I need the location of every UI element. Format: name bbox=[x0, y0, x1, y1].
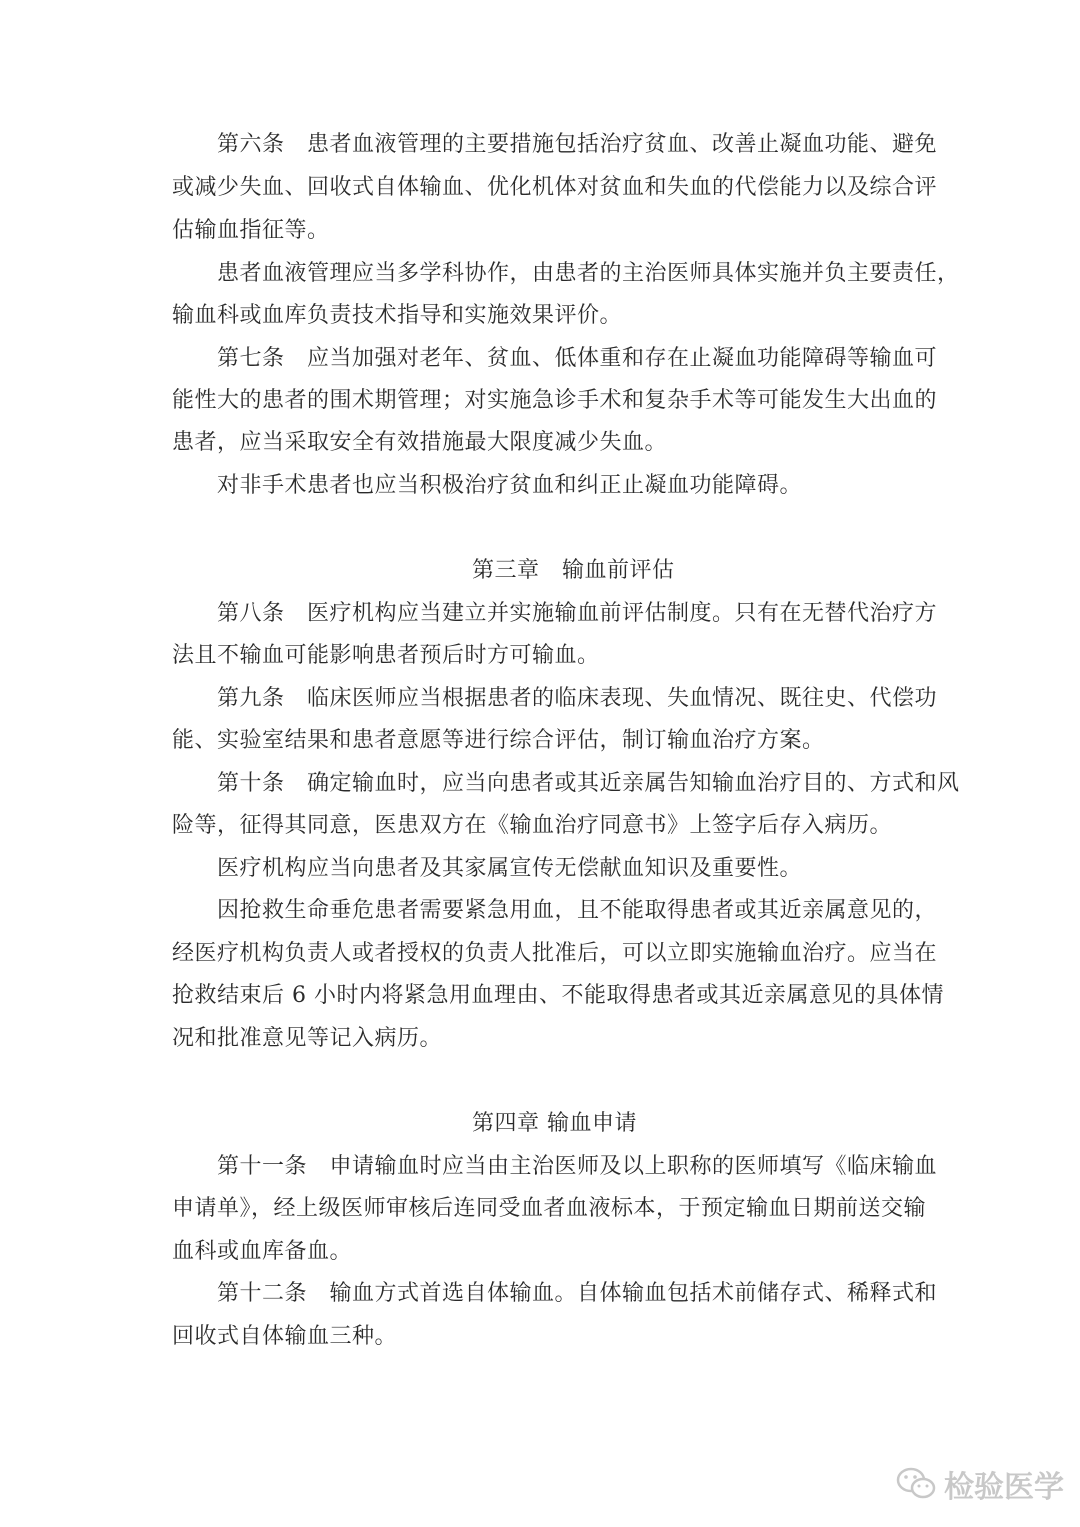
text-line: 估输血指征等。 bbox=[172, 218, 330, 243]
text-line: 第十条 确定输血时，应当向患者或其近亲属告知输血治疗目的、方式和风 bbox=[217, 771, 960, 796]
text-line: 医疗机构应当向患者及其家属宣传无偿献血知识及重要性。 bbox=[217, 856, 803, 881]
text-line: 法且不输血可能影响患者预后时方可输血。 bbox=[172, 643, 600, 668]
text-line: 经医疗机构负责人或者授权的负责人批准后，可以立即实施输血治疗。应当在 bbox=[172, 941, 938, 966]
text-line: 能、实验室结果和患者意愿等进行综合评估，制订输血治疗方案。 bbox=[172, 728, 825, 753]
text-line: 因抢救生命垂危患者需要紧急用血，且不能取得患者或其近亲属意见的， bbox=[217, 898, 938, 923]
chapter-heading: 第四章 输血申请 bbox=[472, 1111, 637, 1136]
text-line: 第八条 医疗机构应当建立并实施输血前评估制度。只有在无替代治疗方 bbox=[217, 601, 938, 626]
text-line: 第七条 应当加强对老年、贫血、低体重和存在止凝血功能障碍等输血可 bbox=[217, 346, 938, 371]
text-line: 第九条 临床医师应当根据患者的临床表现、失血情况、既往史、代偿功 bbox=[217, 686, 938, 711]
chapter-heading: 第三章 输血前评估 bbox=[472, 558, 675, 583]
text-line: 第六条 患者血液管理的主要措施包括治疗贫血、改善止凝血功能、避免 bbox=[217, 132, 938, 157]
text-line: 患者血液管理应当多学科协作，由患者的主治医师具体实施并负主要责任， bbox=[217, 261, 960, 286]
text-line: 回收式自体输血三种。 bbox=[172, 1324, 398, 1349]
text-line: 输血科或血库负责技术指导和实施效果评价。 bbox=[172, 303, 623, 328]
text-line: 险等，征得其同意，医患双方在《输血治疗同意书》上签字后存入病历。 bbox=[172, 813, 893, 838]
text-line: 申请单》，经上级医师审核后连同受血者血液标本，于预定输血日期前送交输 bbox=[172, 1196, 927, 1221]
watermark-text: 检验医学 bbox=[944, 1470, 1064, 1505]
wechat-icon bbox=[896, 1466, 936, 1502]
text-line: 能性大的患者的围术期管理；对实施急诊手术和复杂手术等可能发生大出血的 bbox=[172, 388, 938, 413]
text-line: 血科或血库备血。 bbox=[172, 1239, 353, 1264]
text-line: 况和批准意见等记入病历。 bbox=[172, 1026, 443, 1051]
watermark bbox=[896, 1462, 1064, 1506]
text-line: 第十一条 申请输血时应当由主治医师及以上职称的医师填写《临床输血 bbox=[217, 1154, 938, 1179]
text-line: 抢救结束后 6 小时内将紧急用血理由、不能取得患者或其近亲属意见的具体情 bbox=[172, 983, 944, 1008]
text-line: 患者，应当采取安全有效措施最大限度减少失血。 bbox=[172, 430, 668, 455]
text-line: 或减少失血、回收式自体输血、优化机体对贫血和失血的代偿能力以及综合评 bbox=[172, 175, 938, 200]
text-line: 对非手术患者也应当积极治疗贫血和纠正止凝血功能障碍。 bbox=[217, 473, 803, 498]
text-line: 第十二条 输血方式首选自体输血。自体输血包括术前储存式、稀释式和 bbox=[217, 1281, 938, 1306]
